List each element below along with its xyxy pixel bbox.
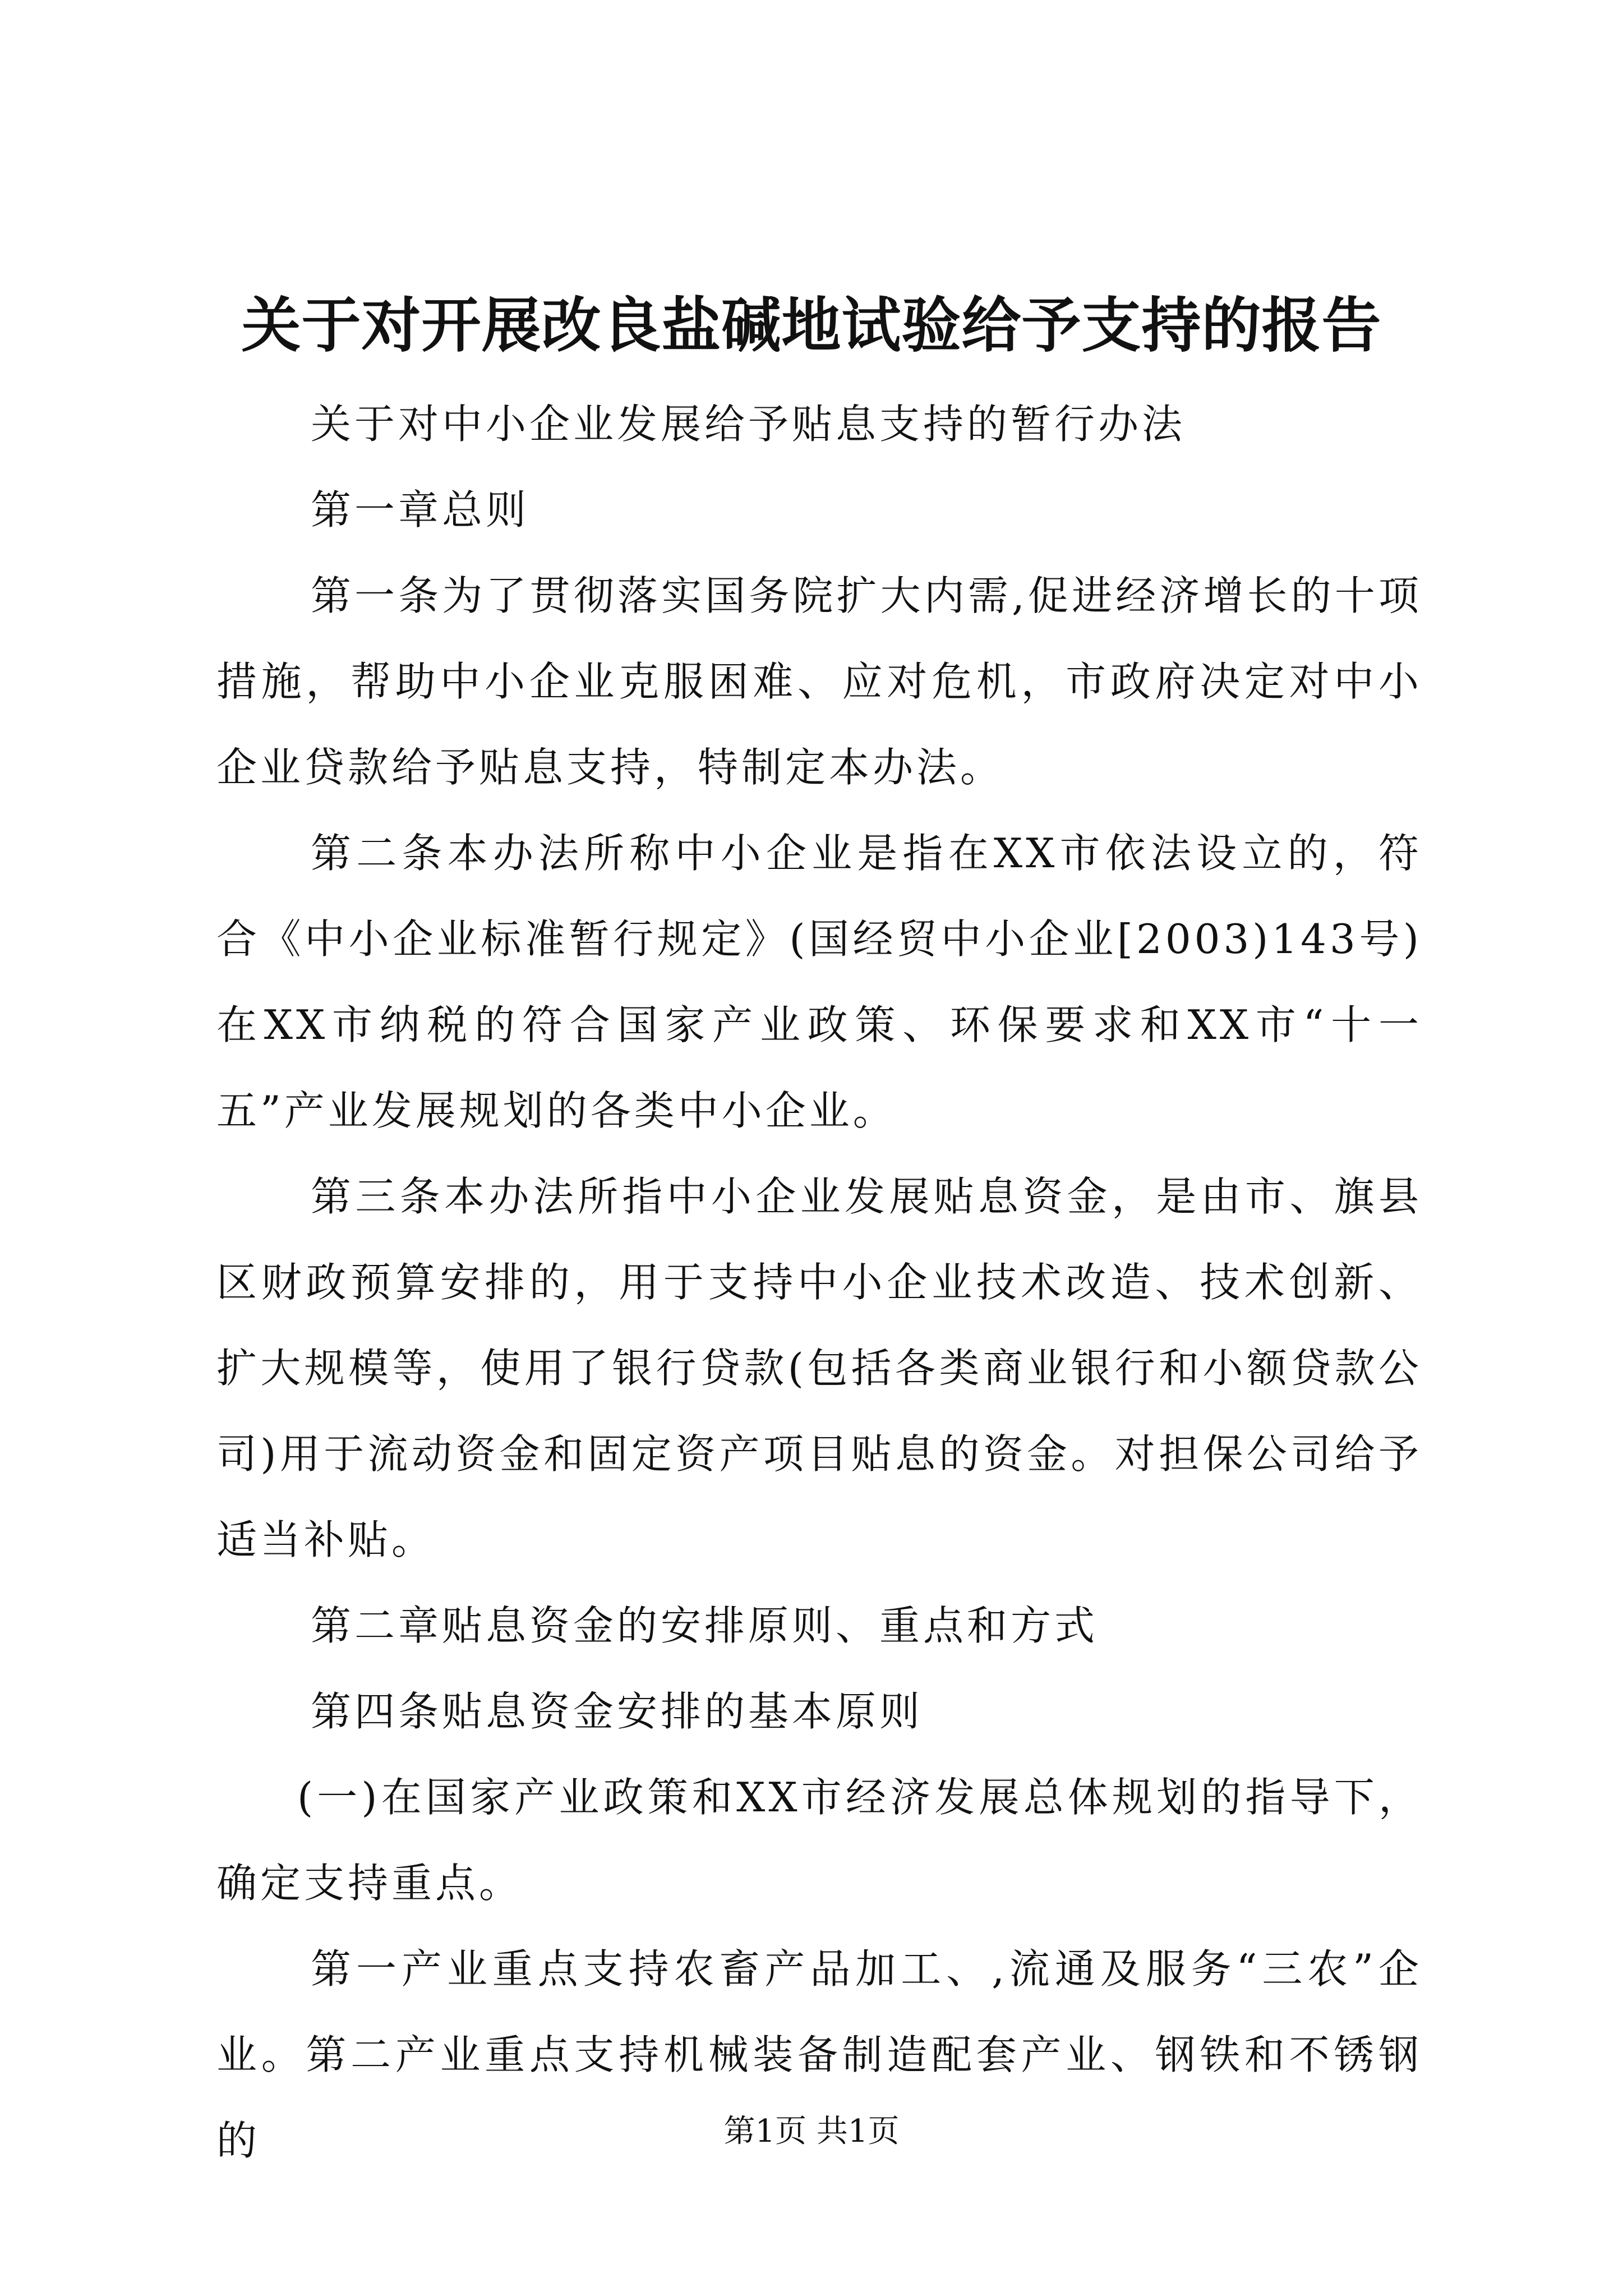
paragraph-chapter-2: 第二章贴息资金的安排原则、重点和方式 [311,1602,1099,1649]
paragraph-subtitle: 关于对中小企业发展给予贴息支持的暂行办法 [311,401,1186,448]
page-footer: 第1页 共1页 [723,2113,900,2150]
paragraph-article-3: 第三条本办法所指中小企业发展贴息资金，是由市、旗县区财政预算安排的，用于支持中小企业技术改造、技术创新、扩大规模等，使用了银行贷款(包括各类商业银行和小额贷款公司)用于流动资金和固定资产项目贴息的资金。对担保公司给予适当补贴。 [216,1173,1422,1563]
paragraph-article-4: 第四条贴息资金安排的基本原则 [311,1688,924,1735]
document-body [216,381,1422,2184]
paragraph-industry-focus: 第一产业重点支持农畜产品加工、,流通及服务“三农”企业。第二产业重点支持机械装备制造配套产业、钢铁和不锈钢的 [216,1945,1422,2164]
paragraph-article-2: 第二条本办法所称中小企业是指在XX市依法设立的，符合《中小企业标准暂行规定》(国经贸中小企业[2003)143号)在XX市纳税的符合国家产业政策、环保要求和XX市“十一五”产业发展规划的各类中小企业。 [216,830,1422,1134]
paragraph-item-1: (一)在国家产业政策和XX市经济发展总体规划的指导下，确定支持重点。 [216,1774,1422,1907]
document-title: 关于对开展改良盐碱地试验给予支持的报告 [241,290,1382,360]
paragraph-chapter-1: 第一章总则 [311,486,530,533]
paragraph-article-1: 第一条为了贯彻落实国务院扩大内需,促进经济增长的十项措施，帮助中小企业克服困难、应对危机，市政府决定对中小企业贷款给予贴息支持，特制定本办法。 [216,572,1422,791]
